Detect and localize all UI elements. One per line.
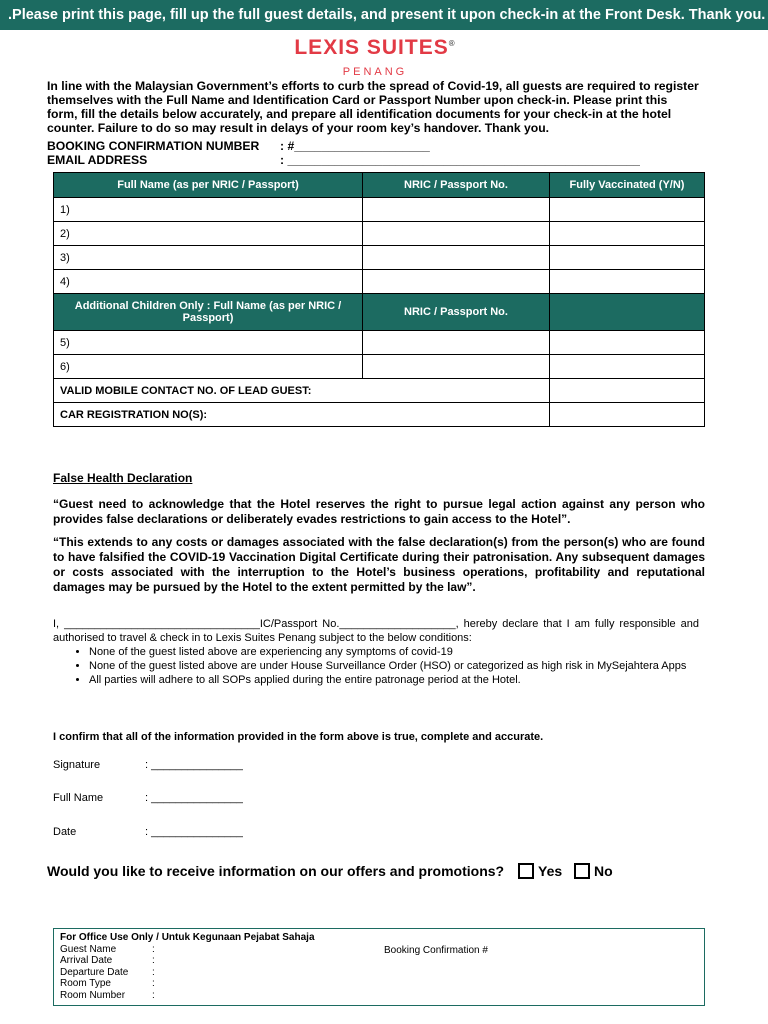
car-registration-cell[interactable] [550, 403, 705, 427]
office-field-sep: : [152, 989, 155, 1001]
guest-details-table [53, 172, 705, 427]
table-row[interactable] [54, 246, 705, 270]
promotions-question: Would you like to receive information on our offers and promotions? [47, 863, 505, 879]
confirmation-statement: I confirm that all of the information provided in the form above is true, complete and accurate. [53, 731, 544, 743]
signature-line[interactable]: : _______________ [145, 759, 243, 771]
office-field-label: Departure Date [60, 966, 129, 978]
email-value-line[interactable]: : ____________________________________________________ [280, 153, 640, 167]
header-children-nric: NRIC / Passport No. [363, 294, 550, 331]
header-full-name: Full Name (as per NRIC / Passport) [54, 173, 363, 198]
signature-field[interactable] [53, 759, 243, 771]
table-row[interactable] [54, 222, 705, 246]
signature-label: Signature [53, 759, 101, 771]
mobile-contact-row[interactable] [54, 379, 705, 403]
date-field[interactable] [53, 826, 243, 838]
children-header-row [54, 294, 705, 331]
office-use-box [53, 928, 705, 1006]
child-name-cell[interactable]: 6) [54, 355, 363, 379]
booking-confirmation-field[interactable] [47, 139, 430, 153]
car-registration-row[interactable] [54, 403, 705, 427]
declaration-statement: I, ________________________________IC/Passport No.___________________, hereby declare that I am fully responsible and authorised to travel & check in to Lexis Suites Penang subject to the below conditions: [53, 618, 699, 644]
date-line[interactable]: : _______________ [145, 826, 243, 838]
yes-checkbox[interactable] [518, 863, 534, 879]
logo-city: PENANG [342, 66, 408, 78]
guest-name-cell[interactable]: 3) [54, 246, 363, 270]
list-item: • None of the guest listed above are under House Surveillance Order (HSO) or categorized as high risk in MySejahtera Apps [89, 659, 699, 673]
header-children-empty [550, 294, 705, 331]
table-row[interactable] [54, 331, 705, 355]
child-extra-cell[interactable] [550, 355, 705, 379]
office-field-sep: : [152, 943, 155, 955]
guest-nric-cell[interactable] [363, 246, 550, 270]
office-field-sep: : [152, 966, 155, 978]
office-field-label: Guest Name [60, 943, 117, 955]
yes-label: Yes [538, 863, 563, 879]
full-name-label: Full Name [53, 792, 104, 804]
guest-nric-cell[interactable] [363, 222, 550, 246]
declaration-statement-block [53, 617, 699, 687]
office-booking-confirmation: Booking Confirmation # [384, 945, 488, 956]
declaration-quote-damages: “This extends to any costs or damages associated with the false declaration(s) from the person(s) who are found to have falsified the COVID-19 Vaccination Digital Certificate during their patronisation. Any subsequent damages or costs associated with the interruption to the Hotel’s business operations, profitability and reputational damages may be pursued by the Hotel to the extent permitted by the law”. [53, 535, 705, 594]
mobile-contact-cell[interactable] [550, 379, 705, 403]
guest-nric-cell[interactable] [363, 270, 550, 294]
date-label: Date [53, 826, 77, 838]
header-nric-passport: NRIC / Passport No. [363, 173, 550, 198]
hotel-logo [285, 32, 465, 78]
no-checkbox[interactable] [574, 863, 590, 879]
full-name-field[interactable] [53, 792, 243, 804]
guest-name-cell[interactable]: 1) [54, 198, 363, 222]
print-instruction-banner: .Please print this page, fill up the full guest details, and present it upon check-in at the Front Desk. Thank you. [0, 0, 768, 30]
car-registration-label: CAR REGISTRATION NO(S): [54, 403, 550, 427]
office-field-label: Room Type [60, 978, 111, 989]
guest-vaccinated-cell[interactable] [550, 270, 705, 294]
header-fully-vaccinated: Fully Vaccinated (Y/N) [550, 173, 705, 198]
table-header-row [54, 173, 705, 198]
email-field[interactable] [47, 153, 640, 167]
child-name-cell[interactable]: 5) [54, 331, 363, 355]
full-name-line[interactable]: : _______________ [145, 792, 243, 804]
table-row[interactable] [54, 355, 705, 379]
promotions-optin [47, 863, 613, 879]
guest-vaccinated-cell[interactable] [550, 222, 705, 246]
registered-mark: ® [448, 39, 456, 48]
office-field-row [54, 978, 704, 990]
child-nric-cell[interactable] [363, 331, 550, 355]
guest-name-cell[interactable]: 2) [54, 222, 363, 246]
office-field-row [54, 967, 704, 979]
booking-label: BOOKING CONFIRMATION NUMBER [47, 139, 260, 153]
list-item: • None of the guest listed above are experiencing any symptoms of covid-19 [89, 645, 699, 659]
table-row[interactable] [54, 198, 705, 222]
header-children-name: Additional Children Only : Full Name (as per NRIC / Passport) [54, 294, 363, 331]
child-nric-cell[interactable] [363, 355, 550, 379]
conditions-list [53, 645, 699, 687]
booking-value-line[interactable]: : #____________________ [280, 139, 430, 153]
list-item: • All parties will adhere to all SOPs applied during the entire patronage period at the Hotel. [89, 673, 699, 687]
guest-vaccinated-cell[interactable] [550, 246, 705, 270]
guest-vaccinated-cell[interactable] [550, 198, 705, 222]
guest-name-cell[interactable]: 4) [54, 270, 363, 294]
child-extra-cell[interactable] [550, 331, 705, 355]
office-use-title: For Office Use Only / Untuk Kegunaan Pejabat Sahaja [60, 932, 315, 943]
office-field-row [54, 990, 704, 1002]
office-field-sep: : [152, 978, 155, 989]
office-field-label: Arrival Date [60, 955, 113, 966]
office-field-label: Room Number [60, 989, 126, 1001]
office-field-sep: : [152, 955, 155, 966]
no-label: No [594, 863, 613, 879]
office-field-row [54, 944, 704, 956]
declaration-title: False Health Declaration [53, 471, 193, 485]
email-label: EMAIL ADDRESS [47, 153, 148, 167]
table-row[interactable] [54, 270, 705, 294]
logo-brand: LEXIS SUITES [294, 36, 449, 59]
guest-nric-cell[interactable] [363, 198, 550, 222]
office-field-row [54, 955, 704, 967]
mobile-contact-label: VALID MOBILE CONTACT NO. OF LEAD GUEST: [54, 379, 550, 403]
declaration-quote-legal: “Guest need to acknowledge that the Hotel reserves the right to pursue legal action against any person who provides false declarations or deliberately evades restrictions to gain access to the Hotel”. [53, 497, 705, 526]
intro-paragraph: In line with the Malaysian Government’s efforts to curb the spread of Covid-19, all guests are required to register themselves with the Full Name and Identification Card or Passport Number upon check-in. Please print this form, fill the details below accurately, and prepare all identification documents for your check-in at the hotel counter. Failure to do so may result in delays of your room key’s handover. Thank you. [47, 79, 699, 135]
